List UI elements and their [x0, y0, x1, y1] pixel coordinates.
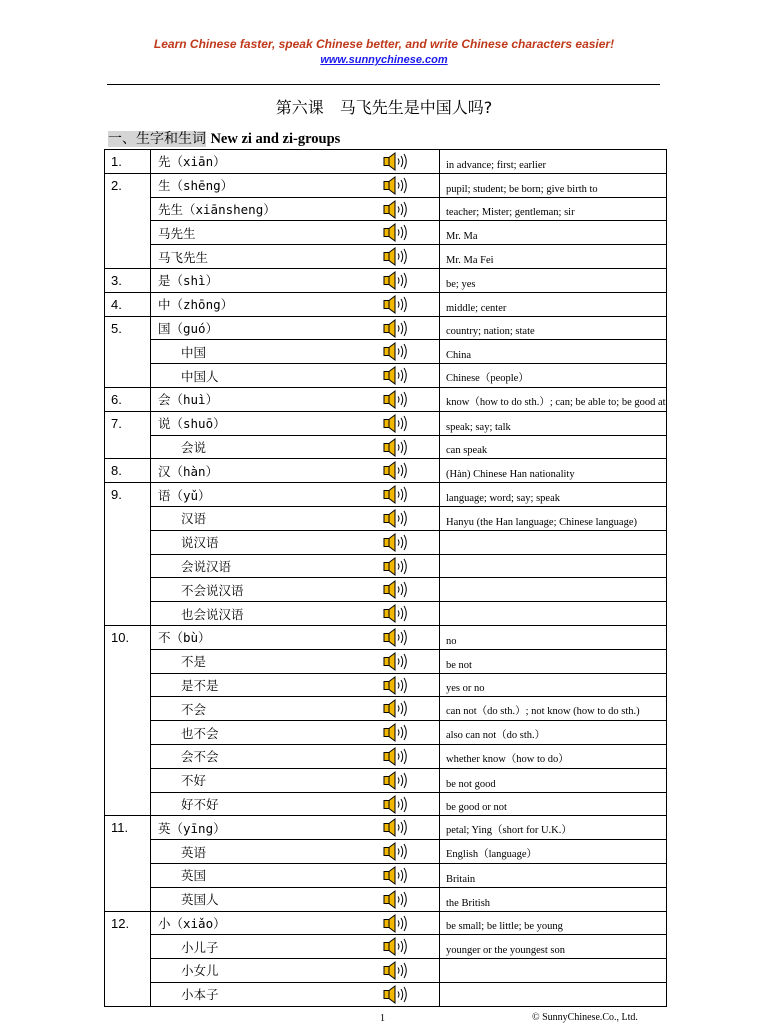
- vocab-word: 中国人: [181, 368, 219, 384]
- table-row: [105, 935, 667, 959]
- vocab-word: 生（shēng）: [158, 178, 234, 194]
- meaning-text: can speak: [446, 445, 488, 457]
- meaning-cell: [440, 411, 667, 435]
- vocab-word: 汉语: [181, 511, 207, 527]
- meaning-cell: [440, 292, 667, 316]
- vocab-word-cell: [151, 530, 379, 554]
- row-number: [105, 697, 151, 721]
- meaning-cell: [440, 982, 667, 1006]
- meaning-cell: [440, 150, 667, 174]
- vocab-word-cell: [151, 411, 379, 435]
- row-number: [105, 673, 151, 697]
- meaning-text: (Hàn) Chinese Han nationality: [446, 469, 575, 481]
- row-number: [105, 364, 151, 388]
- speaker-icon[interactable]: [383, 985, 409, 1007]
- row-number: [105, 506, 151, 530]
- vocab-word-cell: [151, 364, 379, 388]
- vocab-word-cell: [151, 173, 379, 197]
- meaning-cell: [440, 435, 667, 459]
- meaning-cell: [440, 197, 667, 221]
- vocab-word: 说汉语: [181, 535, 219, 551]
- table-row: [105, 673, 667, 697]
- speaker-icon[interactable]: [383, 485, 409, 507]
- table-row: [105, 744, 667, 768]
- vocab-word: 不（bù）: [158, 630, 211, 646]
- meaning-text: Mr. Ma: [446, 231, 478, 243]
- speaker-icon[interactable]: [383, 723, 409, 745]
- vocab-word: 会说汉语: [181, 558, 232, 574]
- meaning-cell: [440, 554, 667, 578]
- row-number: [105, 887, 151, 911]
- speaker-icon[interactable]: [383, 842, 409, 864]
- vocab-word-cell: [151, 578, 379, 602]
- table-row: [105, 887, 667, 911]
- meaning-text: be not good: [446, 778, 496, 790]
- table-row: [105, 197, 667, 221]
- vocab-word-cell: [151, 721, 379, 745]
- meaning-text: be small; be little; be young: [446, 921, 563, 933]
- table-row: [105, 292, 667, 316]
- meaning-text: English（language）: [446, 848, 537, 860]
- speaker-icon[interactable]: [383, 200, 409, 222]
- vocab-word: 是不是: [181, 677, 219, 693]
- vocab-word: 马飞先生: [158, 249, 209, 265]
- table-row: [105, 483, 667, 507]
- meaning-text: no: [446, 635, 457, 647]
- vocab-table: [104, 149, 667, 1007]
- vocab-word-cell: [151, 816, 379, 840]
- row-number: [105, 197, 151, 221]
- row-number: [105, 578, 151, 602]
- meaning-cell: [440, 863, 667, 887]
- vocab-word-cell: [151, 982, 379, 1006]
- meaning-text: China: [446, 350, 472, 362]
- meaning-text: be not: [446, 659, 472, 671]
- meaning-text: also can not（do sth.）: [446, 729, 546, 741]
- speaker-icon[interactable]: [383, 319, 409, 341]
- meaning-cell: [440, 911, 667, 935]
- table-row: [105, 816, 667, 840]
- vocab-word: 也会说汉语: [181, 606, 244, 622]
- meaning-text: be good or not: [446, 802, 507, 814]
- row-number: 2.: [105, 173, 151, 197]
- speaker-icon[interactable]: [383, 247, 409, 269]
- meaning-cell: [440, 887, 667, 911]
- speaker-icon[interactable]: [383, 914, 409, 936]
- vocab-word-cell: [151, 768, 379, 792]
- table-row: [105, 602, 667, 626]
- vocab-word-cell: [151, 483, 379, 507]
- row-number: [105, 530, 151, 554]
- vocab-word: 小女儿: [181, 963, 219, 979]
- table-row: [105, 364, 667, 388]
- speaker-icon[interactable]: [383, 604, 409, 626]
- table-row: [105, 721, 667, 745]
- meaning-cell: [440, 673, 667, 697]
- meaning-cell: [440, 459, 667, 483]
- meaning-text: Mr. Ma Fei: [446, 254, 494, 266]
- table-row: [105, 221, 667, 245]
- speaker-icon[interactable]: [383, 890, 409, 912]
- row-number: [105, 768, 151, 792]
- speaker-icon[interactable]: [383, 961, 409, 983]
- table-row: [105, 173, 667, 197]
- meaning-text: language; word; say; speak: [446, 492, 561, 504]
- table-row: [105, 792, 667, 816]
- vocab-word: 不好: [181, 773, 207, 789]
- vocab-word: 英语: [181, 844, 207, 860]
- speaker-icon[interactable]: [383, 676, 409, 698]
- vocab-word-cell: [151, 387, 379, 411]
- table-row: [105, 340, 667, 364]
- vocab-word: 好不好: [181, 796, 219, 812]
- row-number: [105, 554, 151, 578]
- table-row: [105, 863, 667, 887]
- meaning-cell: [440, 768, 667, 792]
- vocab-word-cell: [151, 959, 379, 983]
- speaker-icon[interactable]: [383, 771, 409, 793]
- header-tagline: Learn Chinese faster, speak Chinese better, and write Chinese characters easier!: [153, 37, 615, 51]
- vocab-word: 会说: [181, 439, 207, 455]
- vocab-word: 中（zhōng）: [158, 297, 234, 313]
- row-number: [105, 721, 151, 745]
- speaker-icon[interactable]: [383, 628, 409, 650]
- table-row: [105, 150, 667, 174]
- row-number: [105, 959, 151, 983]
- speaker-icon[interactable]: [383, 461, 409, 483]
- meaning-cell: [440, 387, 667, 411]
- row-number: 10.: [105, 625, 151, 649]
- speaker-icon[interactable]: [383, 533, 409, 555]
- speaker-icon[interactable]: [383, 937, 409, 959]
- vocab-word-cell: [151, 649, 379, 673]
- row-number: [105, 935, 151, 959]
- meaning-cell: [440, 721, 667, 745]
- vocab-word: 汉（hàn）: [158, 463, 219, 479]
- table-row: [105, 554, 667, 578]
- vocab-word-cell: [151, 840, 379, 864]
- meaning-text: teacher; Mister; gentleman; sir: [446, 207, 575, 219]
- meaning-cell: [440, 792, 667, 816]
- vocab-word-cell: [151, 673, 379, 697]
- meaning-cell: [440, 506, 667, 530]
- speaker-icon[interactable]: [383, 438, 409, 460]
- speaker-icon[interactable]: [383, 580, 409, 602]
- row-number: 7.: [105, 411, 151, 435]
- row-number: [105, 245, 151, 269]
- vocab-word: 说（shuō）: [158, 416, 226, 432]
- meaning-cell: [440, 649, 667, 673]
- vocab-word-cell: [151, 245, 379, 269]
- table-row: [105, 768, 667, 792]
- meaning-cell: [440, 483, 667, 507]
- row-number: [105, 649, 151, 673]
- meaning-cell: [440, 268, 667, 292]
- vocab-word-cell: [151, 625, 379, 649]
- meaning-cell: [440, 245, 667, 269]
- row-number: 12.: [105, 911, 151, 935]
- table-row: [105, 316, 667, 340]
- row-number: 5.: [105, 316, 151, 340]
- speaker-icon[interactable]: [383, 699, 409, 721]
- vocab-word: 也不会: [181, 725, 219, 741]
- table-row: [105, 911, 667, 935]
- table-row: [105, 959, 667, 983]
- meaning-cell: [440, 744, 667, 768]
- meaning-cell: [440, 173, 667, 197]
- table-row: [105, 697, 667, 721]
- meaning-text: know（how to do sth.）; can; be able to; be good at: [446, 396, 666, 408]
- meaning-cell: [440, 316, 667, 340]
- speaker-icon[interactable]: [383, 342, 409, 364]
- meaning-text: can not（do sth.）; not know (how to do sth.): [446, 706, 640, 718]
- vocab-word-cell: [151, 340, 379, 364]
- meaning-cell: [440, 364, 667, 388]
- vocab-word: 国（guó）: [158, 320, 219, 336]
- meaning-cell: [440, 935, 667, 959]
- vocab-word: 不会说汉语: [181, 582, 244, 598]
- lesson-title: 第六课 马飞先生是中国人吗?: [275, 98, 493, 117]
- meaning-cell: [440, 530, 667, 554]
- row-number: 11.: [105, 816, 151, 840]
- vocab-word-cell: [151, 150, 379, 174]
- speaker-icon[interactable]: [383, 557, 409, 579]
- vocab-word-cell: [151, 863, 379, 887]
- table-row: [105, 578, 667, 602]
- row-number: [105, 863, 151, 887]
- row-number: 9.: [105, 483, 151, 507]
- vocab-word: 是（shì）: [158, 273, 219, 289]
- meaning-cell: [440, 816, 667, 840]
- speaker-icon[interactable]: [383, 509, 409, 531]
- meaning-cell: [440, 340, 667, 364]
- table-row: [105, 840, 667, 864]
- meaning-text: whether know（how to do）: [446, 753, 569, 765]
- speaker-icon[interactable]: [383, 271, 409, 293]
- row-number: [105, 221, 151, 245]
- vocab-word: 先（xiān）: [158, 154, 226, 170]
- table-row: [105, 982, 667, 1006]
- row-number: [105, 982, 151, 1006]
- meaning-cell: [440, 697, 667, 721]
- vocab-word: 小（xiǎo）: [158, 915, 226, 931]
- table-row: [105, 245, 667, 269]
- row-number: 3.: [105, 268, 151, 292]
- row-number: 6.: [105, 387, 151, 411]
- vocab-word: 中国: [181, 344, 207, 360]
- vocab-word: 英（yīng）: [158, 820, 226, 836]
- speaker-icon[interactable]: [383, 652, 409, 674]
- vocab-word: 不是: [181, 654, 207, 670]
- vocab-word-cell: [151, 911, 379, 935]
- speaker-icon[interactable]: [383, 366, 409, 388]
- table-row: [105, 459, 667, 483]
- speaker-icon[interactable]: [383, 818, 409, 840]
- header-divider: [107, 84, 660, 85]
- meaning-cell: [440, 840, 667, 864]
- meaning-text: be; yes: [446, 278, 476, 290]
- vocab-word: 语（yǔ）: [158, 487, 211, 503]
- table-row: [105, 530, 667, 554]
- vocab-word: 先生（xiānsheng）: [158, 201, 276, 217]
- speaker-icon[interactable]: [383, 152, 409, 174]
- copyright: © SunnyChinese.Co., Ltd.: [532, 1012, 638, 1023]
- row-number: 8.: [105, 459, 151, 483]
- meaning-text: younger or the youngest son: [446, 945, 565, 957]
- row-number: [105, 744, 151, 768]
- meaning-text: middle; center: [446, 302, 507, 314]
- meaning-text: yes or no: [446, 683, 485, 695]
- page-number: 1: [380, 1013, 385, 1024]
- meaning-text: pupil; student; be born; give birth to: [446, 183, 598, 195]
- row-number: [105, 435, 151, 459]
- vocab-word-cell: [151, 435, 379, 459]
- meaning-text: speak; say; talk: [446, 421, 511, 433]
- row-number: [105, 602, 151, 626]
- vocab-word-cell: [151, 316, 379, 340]
- vocab-word-cell: [151, 221, 379, 245]
- section-heading-en: New zi and zi-groups: [210, 131, 341, 147]
- vocab-word-cell: [151, 744, 379, 768]
- speaker-icon[interactable]: [383, 390, 409, 412]
- table-row: [105, 387, 667, 411]
- section-heading: [108, 128, 340, 148]
- meaning-cell: [440, 602, 667, 626]
- vocab-word-cell: [151, 792, 379, 816]
- table-row: [105, 506, 667, 530]
- meaning-text: petal; Ying（short for U.K.）: [446, 825, 572, 837]
- vocab-word-cell: [151, 935, 379, 959]
- section-heading-zh: 一、生字和生词: [108, 131, 206, 147]
- meaning-text: Hanyu (the Han language; Chinese language): [446, 516, 637, 528]
- table-row: [105, 268, 667, 292]
- speaker-icon[interactable]: [383, 176, 409, 198]
- table-row: [105, 625, 667, 649]
- row-number: [105, 340, 151, 364]
- speaker-icon[interactable]: [383, 795, 409, 817]
- table-row: [105, 649, 667, 673]
- meaning-cell: [440, 625, 667, 649]
- meaning-text: country; nation; state: [446, 326, 535, 338]
- vocab-word: 小本子: [181, 987, 219, 1003]
- vocab-word: 会（huì）: [158, 392, 219, 408]
- vocab-word: 小儿子: [181, 939, 219, 955]
- row-number: 4.: [105, 292, 151, 316]
- vocab-word: 不会: [181, 701, 207, 717]
- vocab-word-cell: [151, 268, 379, 292]
- meaning-cell: [440, 959, 667, 983]
- vocab-word: 英国: [181, 868, 207, 884]
- meaning-text: the British: [446, 897, 491, 909]
- vocab-word-cell: [151, 292, 379, 316]
- meaning-cell: [440, 578, 667, 602]
- table-row: [105, 435, 667, 459]
- speaker-icon[interactable]: [383, 747, 409, 769]
- vocab-word: 英国人: [181, 892, 219, 908]
- vocab-word-cell: [151, 697, 379, 721]
- meaning-text: [446, 1004, 666, 1006]
- website-link[interactable]: www.sunnychinese.com: [320, 54, 448, 66]
- meaning-cell: [440, 221, 667, 245]
- row-number: [105, 840, 151, 864]
- row-number: 1.: [105, 150, 151, 174]
- row-number: [105, 792, 151, 816]
- meaning-text: Chinese（people）: [446, 372, 529, 384]
- vocab-word-cell: [151, 602, 379, 626]
- speaker-icon[interactable]: [383, 414, 409, 436]
- vocab-word: 会不会: [181, 749, 219, 765]
- meaning-text: Britain: [446, 873, 476, 885]
- vocab-word-cell: [151, 459, 379, 483]
- vocab-word-cell: [151, 506, 379, 530]
- vocab-word-cell: [151, 887, 379, 911]
- vocab-word: 马先生: [158, 225, 196, 241]
- vocab-word-cell: [151, 554, 379, 578]
- speaker-icon[interactable]: [383, 223, 409, 245]
- table-row: [105, 411, 667, 435]
- speaker-icon[interactable]: [383, 866, 409, 888]
- meaning-text: in advance; first; earlier: [446, 159, 546, 171]
- speaker-icon[interactable]: [383, 295, 409, 317]
- vocab-word-cell: [151, 197, 379, 221]
